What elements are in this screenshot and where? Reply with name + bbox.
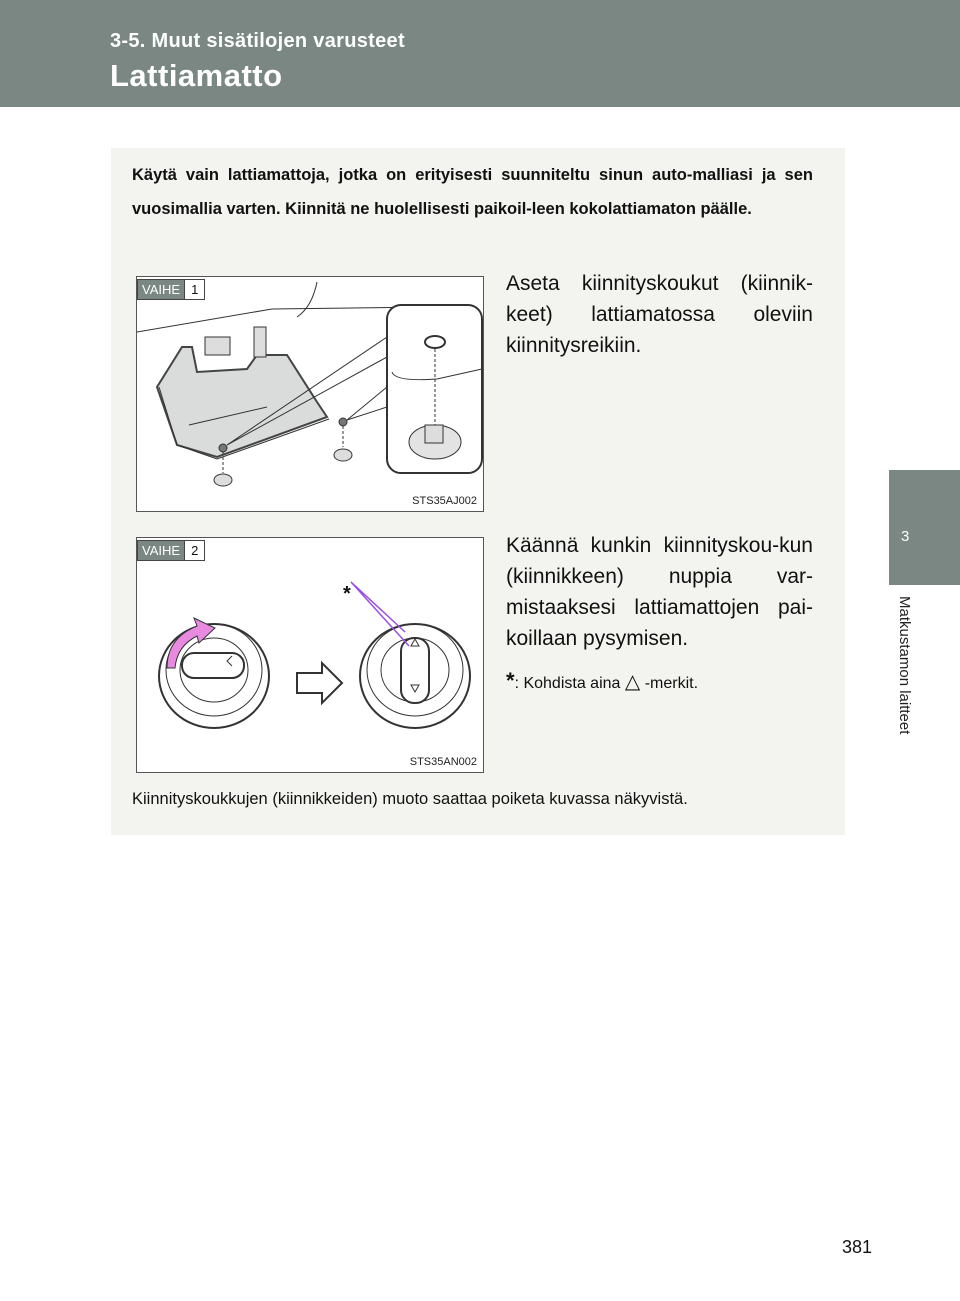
chapter-tab <box>889 470 960 585</box>
footer-note: Kiinnityskoukkujen (kiinnikkeiden) muoto saattaa poiketa kuvassa näkyvistä. <box>132 790 688 808</box>
illustration-code: STS35AJ002 <box>412 495 477 507</box>
section-title: 3-5. Muut sisätilojen varusteet <box>110 30 405 52</box>
step-1-text: Aseta kiinnityskoukut (kiinnik-keet) lattiamatossa oleviin kiinnitysreikiin. <box>506 272 813 357</box>
hook-turn-illustration <box>137 538 483 772</box>
floor-mat-illustration <box>137 277 483 511</box>
step-1-illustration <box>136 276 484 512</box>
illustration-code: STS35AN002 <box>409 756 477 768</box>
step-badge-label: VAIHE <box>138 280 184 299</box>
step-badge <box>137 279 205 300</box>
step-badge-number: 2 <box>184 541 204 560</box>
asterisk: * <box>506 668 515 693</box>
step-2-text: Käännä kunkin kiinnityskou-kun (kiinnikkeen) nuppia var-mistaaksesi lattiamattojen pai-koillaan pysymisen. <box>506 534 813 650</box>
chapter-number: 3 <box>901 528 910 545</box>
alignment-note <box>506 668 698 694</box>
chapter-label: Matkustamon laitteet <box>896 596 913 735</box>
step-badge-label: VAIHE <box>138 541 184 560</box>
step-badge <box>137 540 205 561</box>
note-text: : Kohdista aina <box>514 675 621 692</box>
step-2-illustration <box>136 537 484 773</box>
step-badge-number: 1 <box>184 280 204 299</box>
page-header <box>0 0 960 107</box>
triangle-mark-icon: △ <box>624 671 641 693</box>
svg-text:*: * <box>343 583 351 605</box>
page-number: 381 <box>842 1237 873 1257</box>
note-text-end: -merkit. <box>644 675 699 692</box>
page-title: Lattiamatto <box>110 58 283 93</box>
intro-text: Käytä vain lattiamattoja, jotka on erityisesti suunniteltu sinun auto-malliasi ja sen vuosimallia varten. Kiinnitä ne huolellisesti paikoil-leen kokolattiamaton päälle. <box>132 166 813 218</box>
